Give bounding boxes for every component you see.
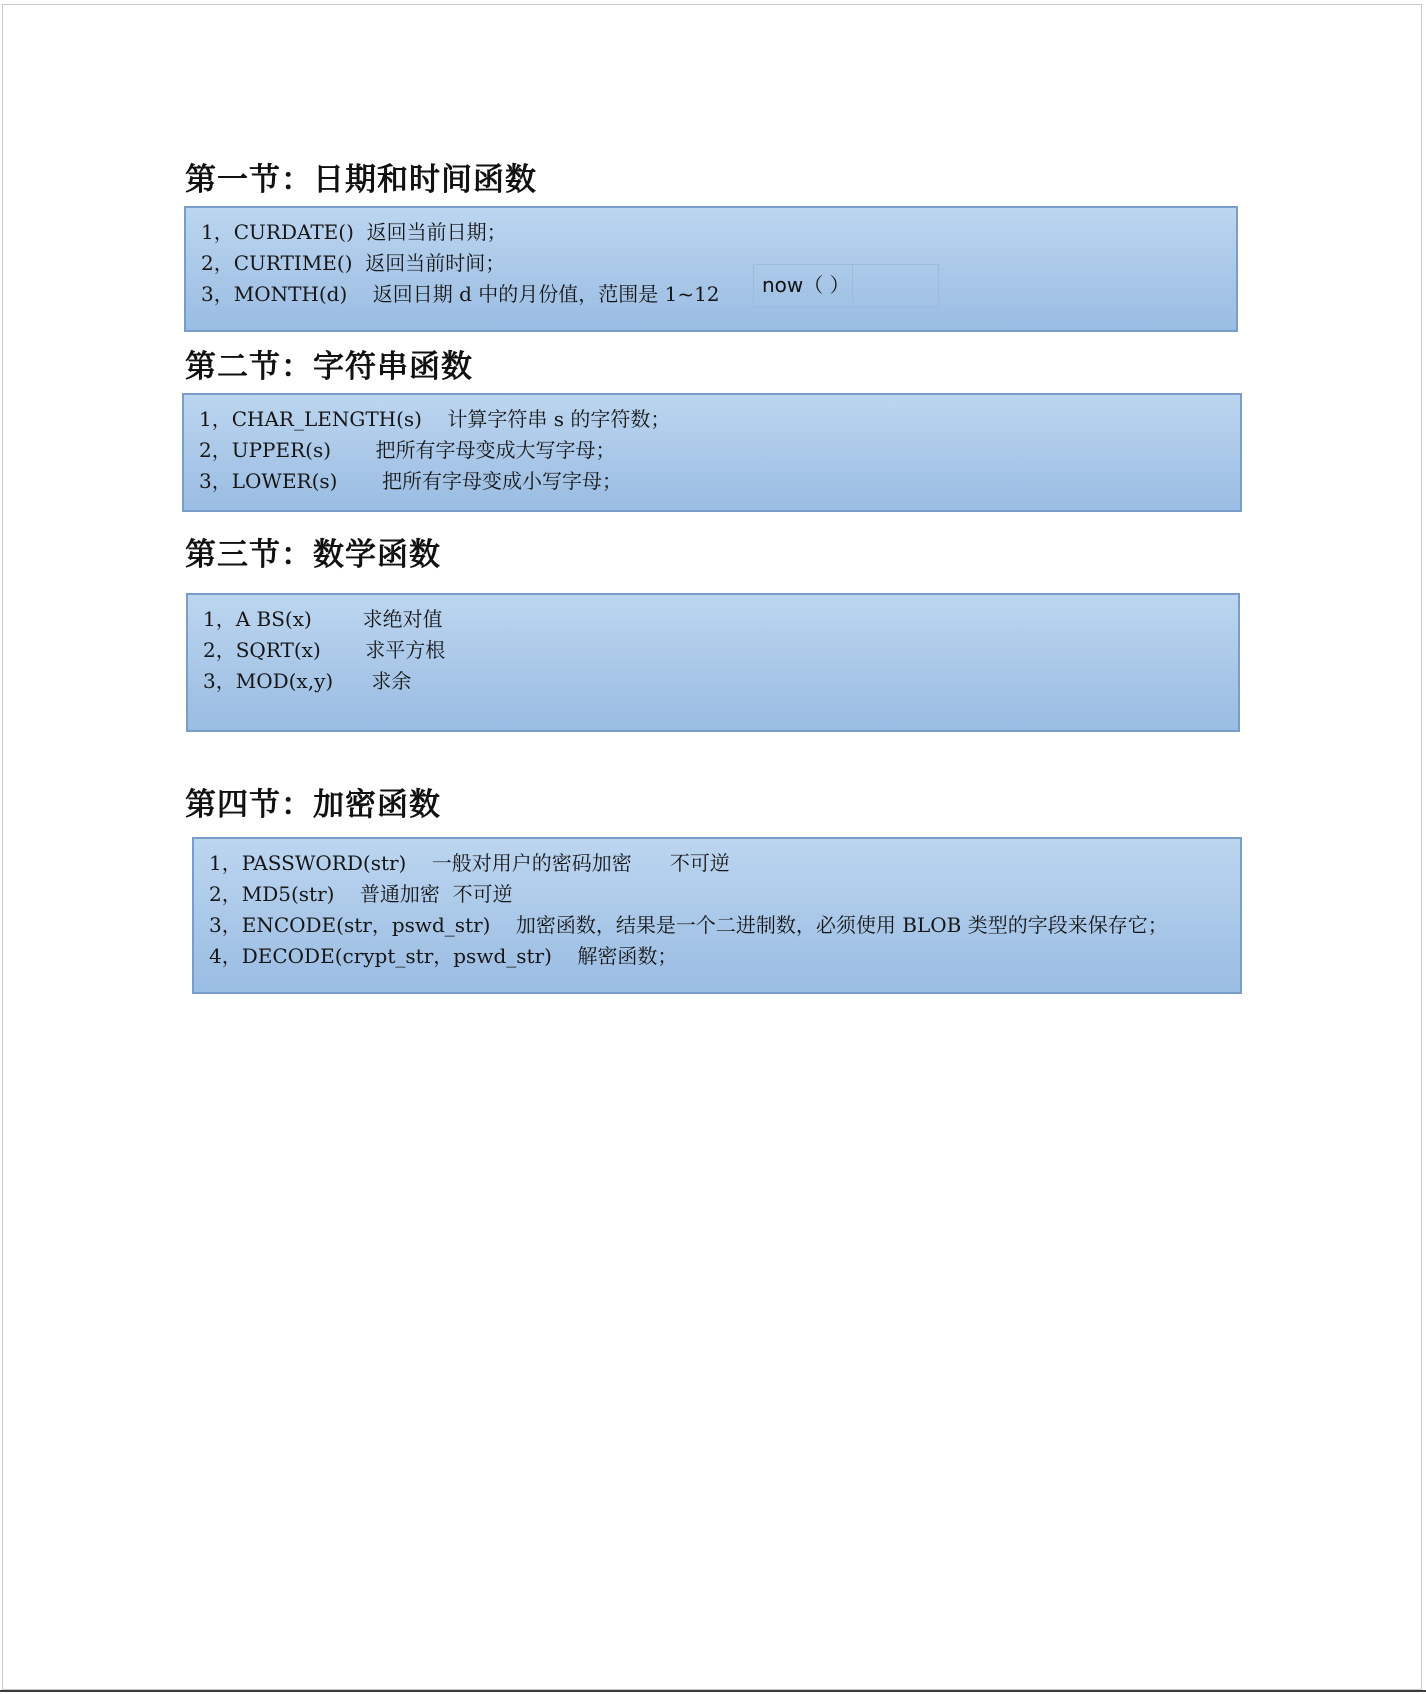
section-4-box: [192, 837, 1242, 994]
section-4-heading: 第四节：加密函数: [185, 787, 441, 823]
now-note-empty-cell: [853, 264, 939, 308]
section-2-line-1: 1，CHAR_LENGTH(s) 计算字符串 s 的字符数；: [199, 407, 671, 431]
section-3-line-3: 3，MOD(x,y) 求余: [203, 669, 412, 693]
section-2-line-2: 2，UPPER(s) 把所有字母变成大写字母；: [199, 438, 616, 462]
section-3-line-1: 1，A BS(x) 求绝对值: [203, 607, 443, 631]
now-note-cell: now（ ）: [753, 264, 853, 308]
section-1-line-1: 1，CURDATE() 返回当前日期；: [201, 220, 507, 244]
section-1-box: [184, 206, 1238, 332]
section-2-heading: 第二节：字符串函数: [185, 349, 473, 385]
section-1-line-2: 2，CURTIME() 返回当前时间；: [201, 251, 506, 275]
section-4-line-4: 4，DECODE(crypt_str，pswd_str) 解密函数；: [209, 944, 678, 968]
section-3-heading: 第三节：数学函数: [185, 537, 441, 573]
section-3-box: [186, 593, 1240, 732]
section-2-line-3: 3，LOWER(s) 把所有字母变成小写字母；: [199, 469, 622, 493]
section-4-line-1: 1，PASSWORD(str) 一般对用户的密码加密 不可逆: [209, 851, 730, 875]
section-2-box: [182, 393, 1242, 512]
section-1-heading: 第一节：日期和时间函数: [185, 162, 537, 198]
section-4-line-3: 3，ENCODE(str，pswd_str) 加密函数，结果是一个二进制数，必须使用 BLOB 类型的字段来保存它；: [209, 913, 1168, 937]
section-4-line-2: 2，MD5(str) 普通加密 不可逆: [209, 882, 513, 906]
section-3-line-2: 2，SQRT(x) 求平方根: [203, 638, 446, 662]
page-bottom-rule: [0, 1690, 1426, 1692]
section-1-line-3: 3，MONTH(d) 返回日期 d 中的月份值，范围是 1~12: [201, 282, 720, 306]
